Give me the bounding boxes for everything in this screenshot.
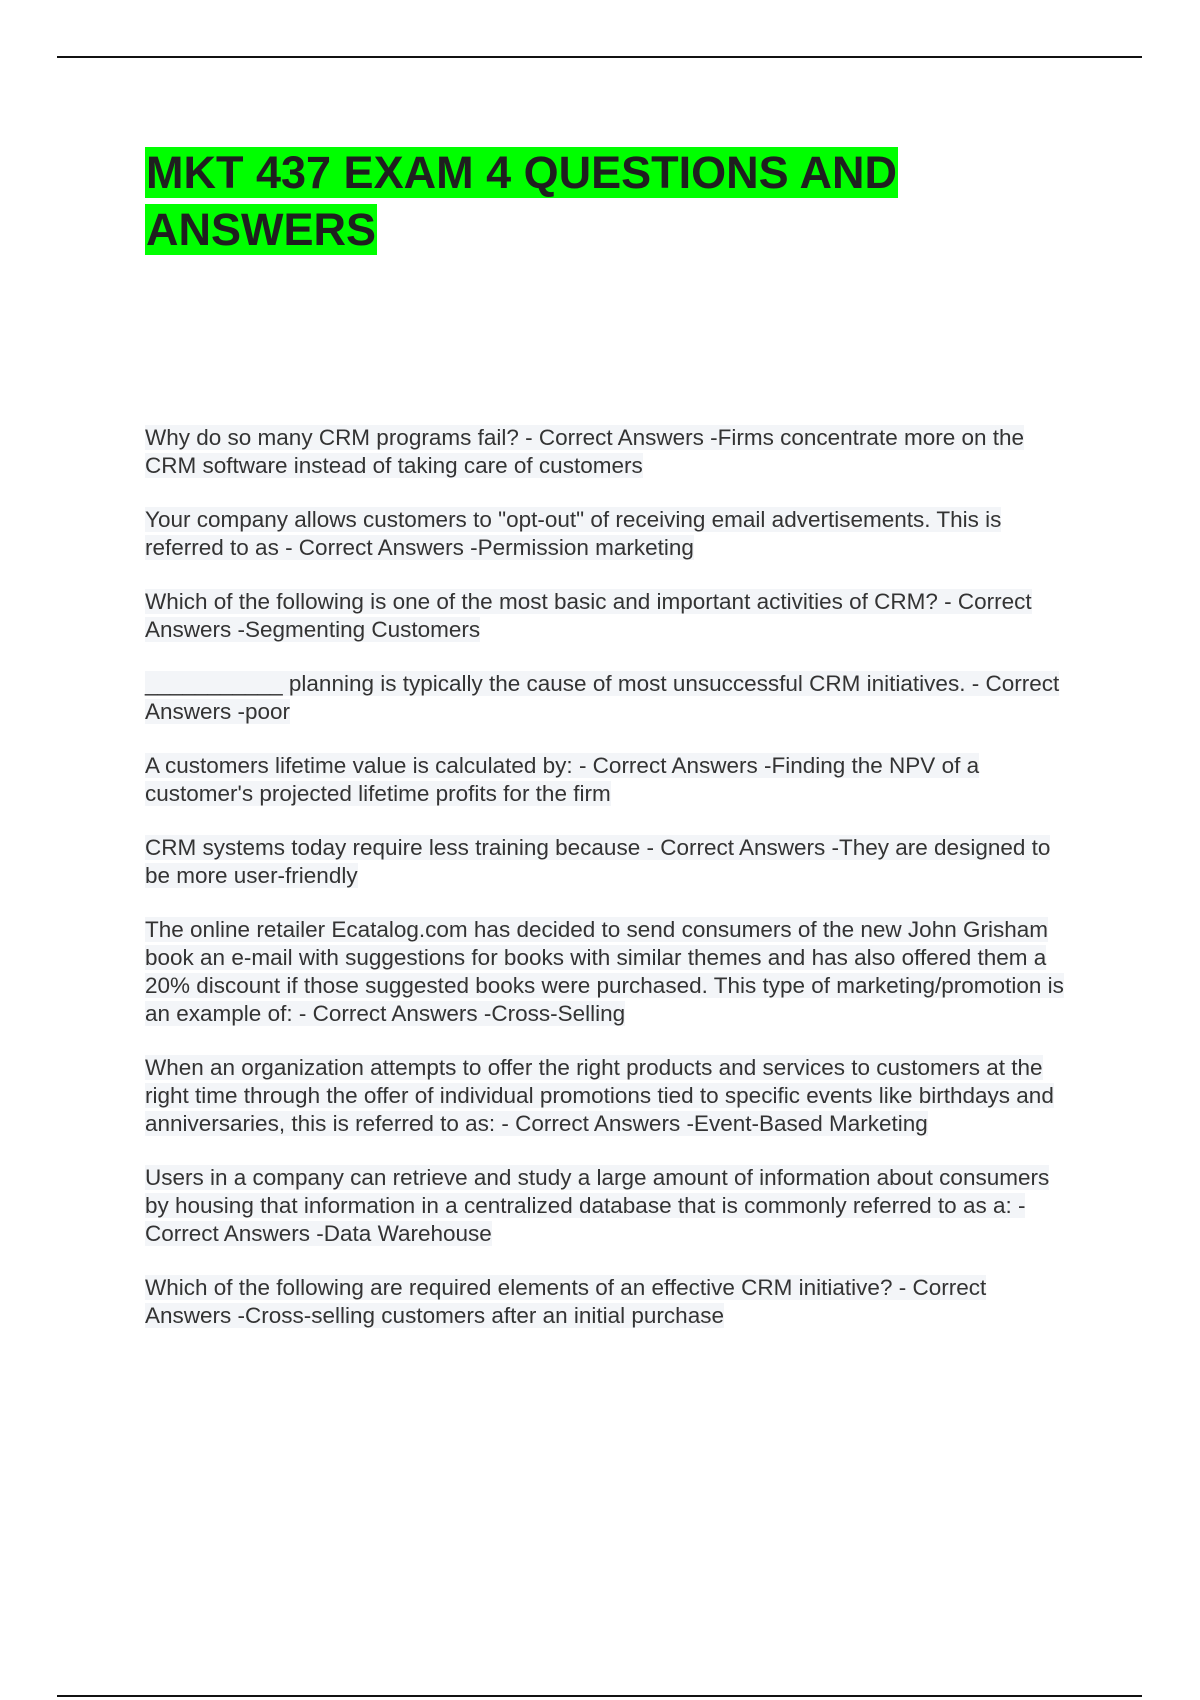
qa-item <box>145 506 1075 562</box>
qa-item <box>145 670 1075 726</box>
qa-item <box>145 916 1075 1028</box>
header-rule <box>57 56 1142 58</box>
qa-text: ___________ planning is typically the cause of most unsuccessful CRM initiatives. - Correct Answers -poor <box>145 671 1060 724</box>
qa-text: A customers lifetime value is calculated by: - Correct Answers -Finding the NPV of a customer's projected lifetime profits for the firm <box>145 753 980 806</box>
qa-item <box>145 1274 1075 1330</box>
qa-text: When an organization attempts to offer the right products and services to customers at the right time through the offer of individual promotions tied to specific events like birthdays and anniversaries, this is referred to as: - Correct Answers -Event-Based Marketing <box>145 1055 1054 1136</box>
qa-text: Users in a company can retrieve and study a large amount of information about consumers by housing that information in a centralized database that is commonly referred to as a: - Correct Answers -Data Warehouse <box>145 1165 1050 1246</box>
qa-item <box>145 834 1075 890</box>
qa-text: Which of the following are required elements of an effective CRM initiative? - Correct Answers -Cross-selling customers after an initial purchase <box>145 1275 987 1328</box>
title-block <box>145 144 1105 258</box>
qa-item <box>145 1054 1075 1138</box>
qa-text: Which of the following is one of the most basic and important activities of CRM? - Correct Answers -Segmenting Customers <box>145 589 1032 642</box>
qa-text: Your company allows customers to "opt-out" of receiving email advertisements. This is referred to as - Correct Answers -Permission marketing <box>145 507 1002 560</box>
qa-text: Why do so many CRM programs fail? - Correct Answers -Firms concentrate more on the CRM software instead of taking care of customers <box>145 425 1025 478</box>
qa-list <box>145 424 1075 1356</box>
qa-text: CRM systems today require less training because - Correct Answers -They are designed to be more user-friendly <box>145 835 1051 888</box>
footer-rule <box>57 1695 1142 1697</box>
qa-item <box>145 752 1075 808</box>
page-title-highlight: MKT 437 EXAM 4 QUESTIONS AND ANSWERS <box>146 147 897 255</box>
qa-item <box>145 424 1075 480</box>
qa-text: The online retailer Ecatalog.com has decided to send consumers of the new John Grisham book an e-mail with suggestions for books with similar themes and has also offered them a 20% discount if those suggested books were purchased. This type of marketing/promotion is an example of: - Correct Answers -Cross-Selling <box>145 917 1064 1026</box>
qa-item <box>145 1164 1075 1248</box>
page-title <box>145 144 1105 258</box>
qa-item <box>145 588 1075 644</box>
